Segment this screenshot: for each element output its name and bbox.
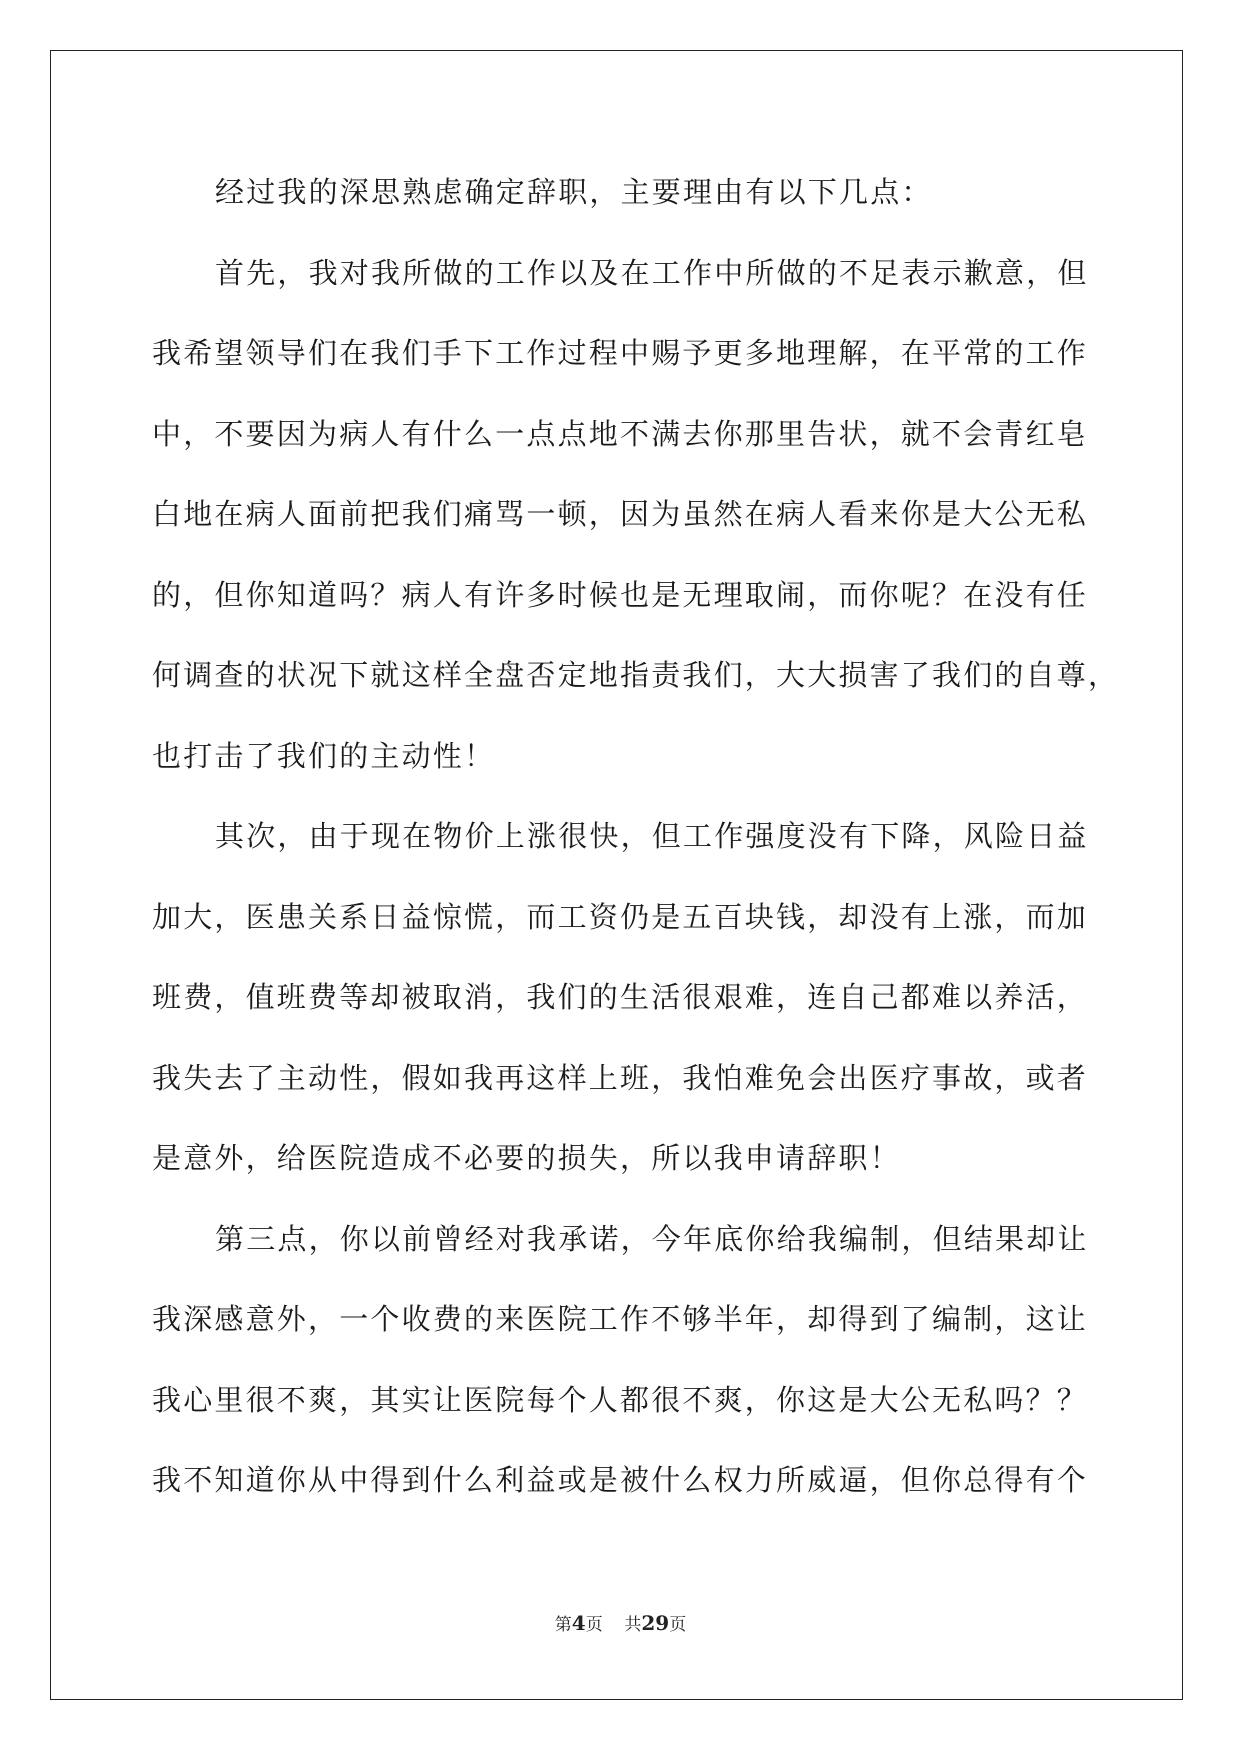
paragraph-line: 白地在病人面前把我们痛骂一顿，因为虽然在病人看来你是大公无私 xyxy=(152,497,1089,531)
paragraph-line: 也打击了我们的主动性！ xyxy=(152,738,496,773)
paragraph-line: 其次，由于现在物价上涨很快，但工作强度没有下降，风险日益 xyxy=(215,819,1089,853)
page-suffix: 页 xyxy=(585,1615,603,1635)
paragraph-line: 班费，值班费等却被取消，我们的生活很艰难，连自己都难以养活， xyxy=(152,980,1089,1014)
page-number: 4 xyxy=(571,1611,586,1635)
paragraph-line: 我失去了主动性，假如我再这样上班，我怕难免会出医疗事故，或者 xyxy=(152,1060,1089,1095)
total-suffix: 页 xyxy=(669,1615,687,1635)
paragraph-line: 的，但你知道吗？病人有许多时候也是无理取闹，而你呢？在没有任 xyxy=(152,577,1089,612)
paragraph-line: 我心里很不爽，其实让医院每个人都很不爽，你这是大公无私吗？？ xyxy=(152,1382,1089,1417)
paragraph-line: 中，不要因为病人有什么一点点地不满去你那里告状，就不会青红皂 xyxy=(152,416,1089,451)
paragraph-line: 我不知道你从中得到什么利益或是被什么权力所威逼，但你总得有个 xyxy=(152,1463,1089,1497)
total-pages: 29 xyxy=(641,1611,670,1635)
paragraph-line: 首先，我对我所做的工作以及在工作中所做的不足表示歉意，但 xyxy=(215,255,1089,290)
page-prefix: 第 xyxy=(554,1615,572,1635)
paragraph-line: 是意外，给医院造成不必要的损失，所以我申请辞职！ xyxy=(152,1141,901,1175)
total-prefix: 共 xyxy=(624,1615,642,1635)
paragraph-line: 我希望领导们在我们手下工作过程中赐予更多地理解，在平常的工作 xyxy=(152,336,1089,370)
paragraph-line: 第三点，你以前曾经对我承诺，今年底你给我编制，但结果却让 xyxy=(215,1221,1089,1256)
page-footer xyxy=(0,1610,1241,1635)
paragraph-line: 经过我的深思熟虑确定辞职，主要理由有以下几点： xyxy=(215,175,933,209)
document-body xyxy=(152,152,1120,1521)
paragraph-line: 我深感意外，一个收费的来医院工作不够半年，却得到了编制，这让 xyxy=(152,1302,1089,1336)
paragraph-line: 加大，医患关系日益惊慌，而工资仍是五百块钱，却没有上涨，而加 xyxy=(152,899,1089,934)
paragraph-line: 何调查的状况下就这样全盘否定地指责我们，大大损害了我们的自尊， xyxy=(152,658,1120,692)
